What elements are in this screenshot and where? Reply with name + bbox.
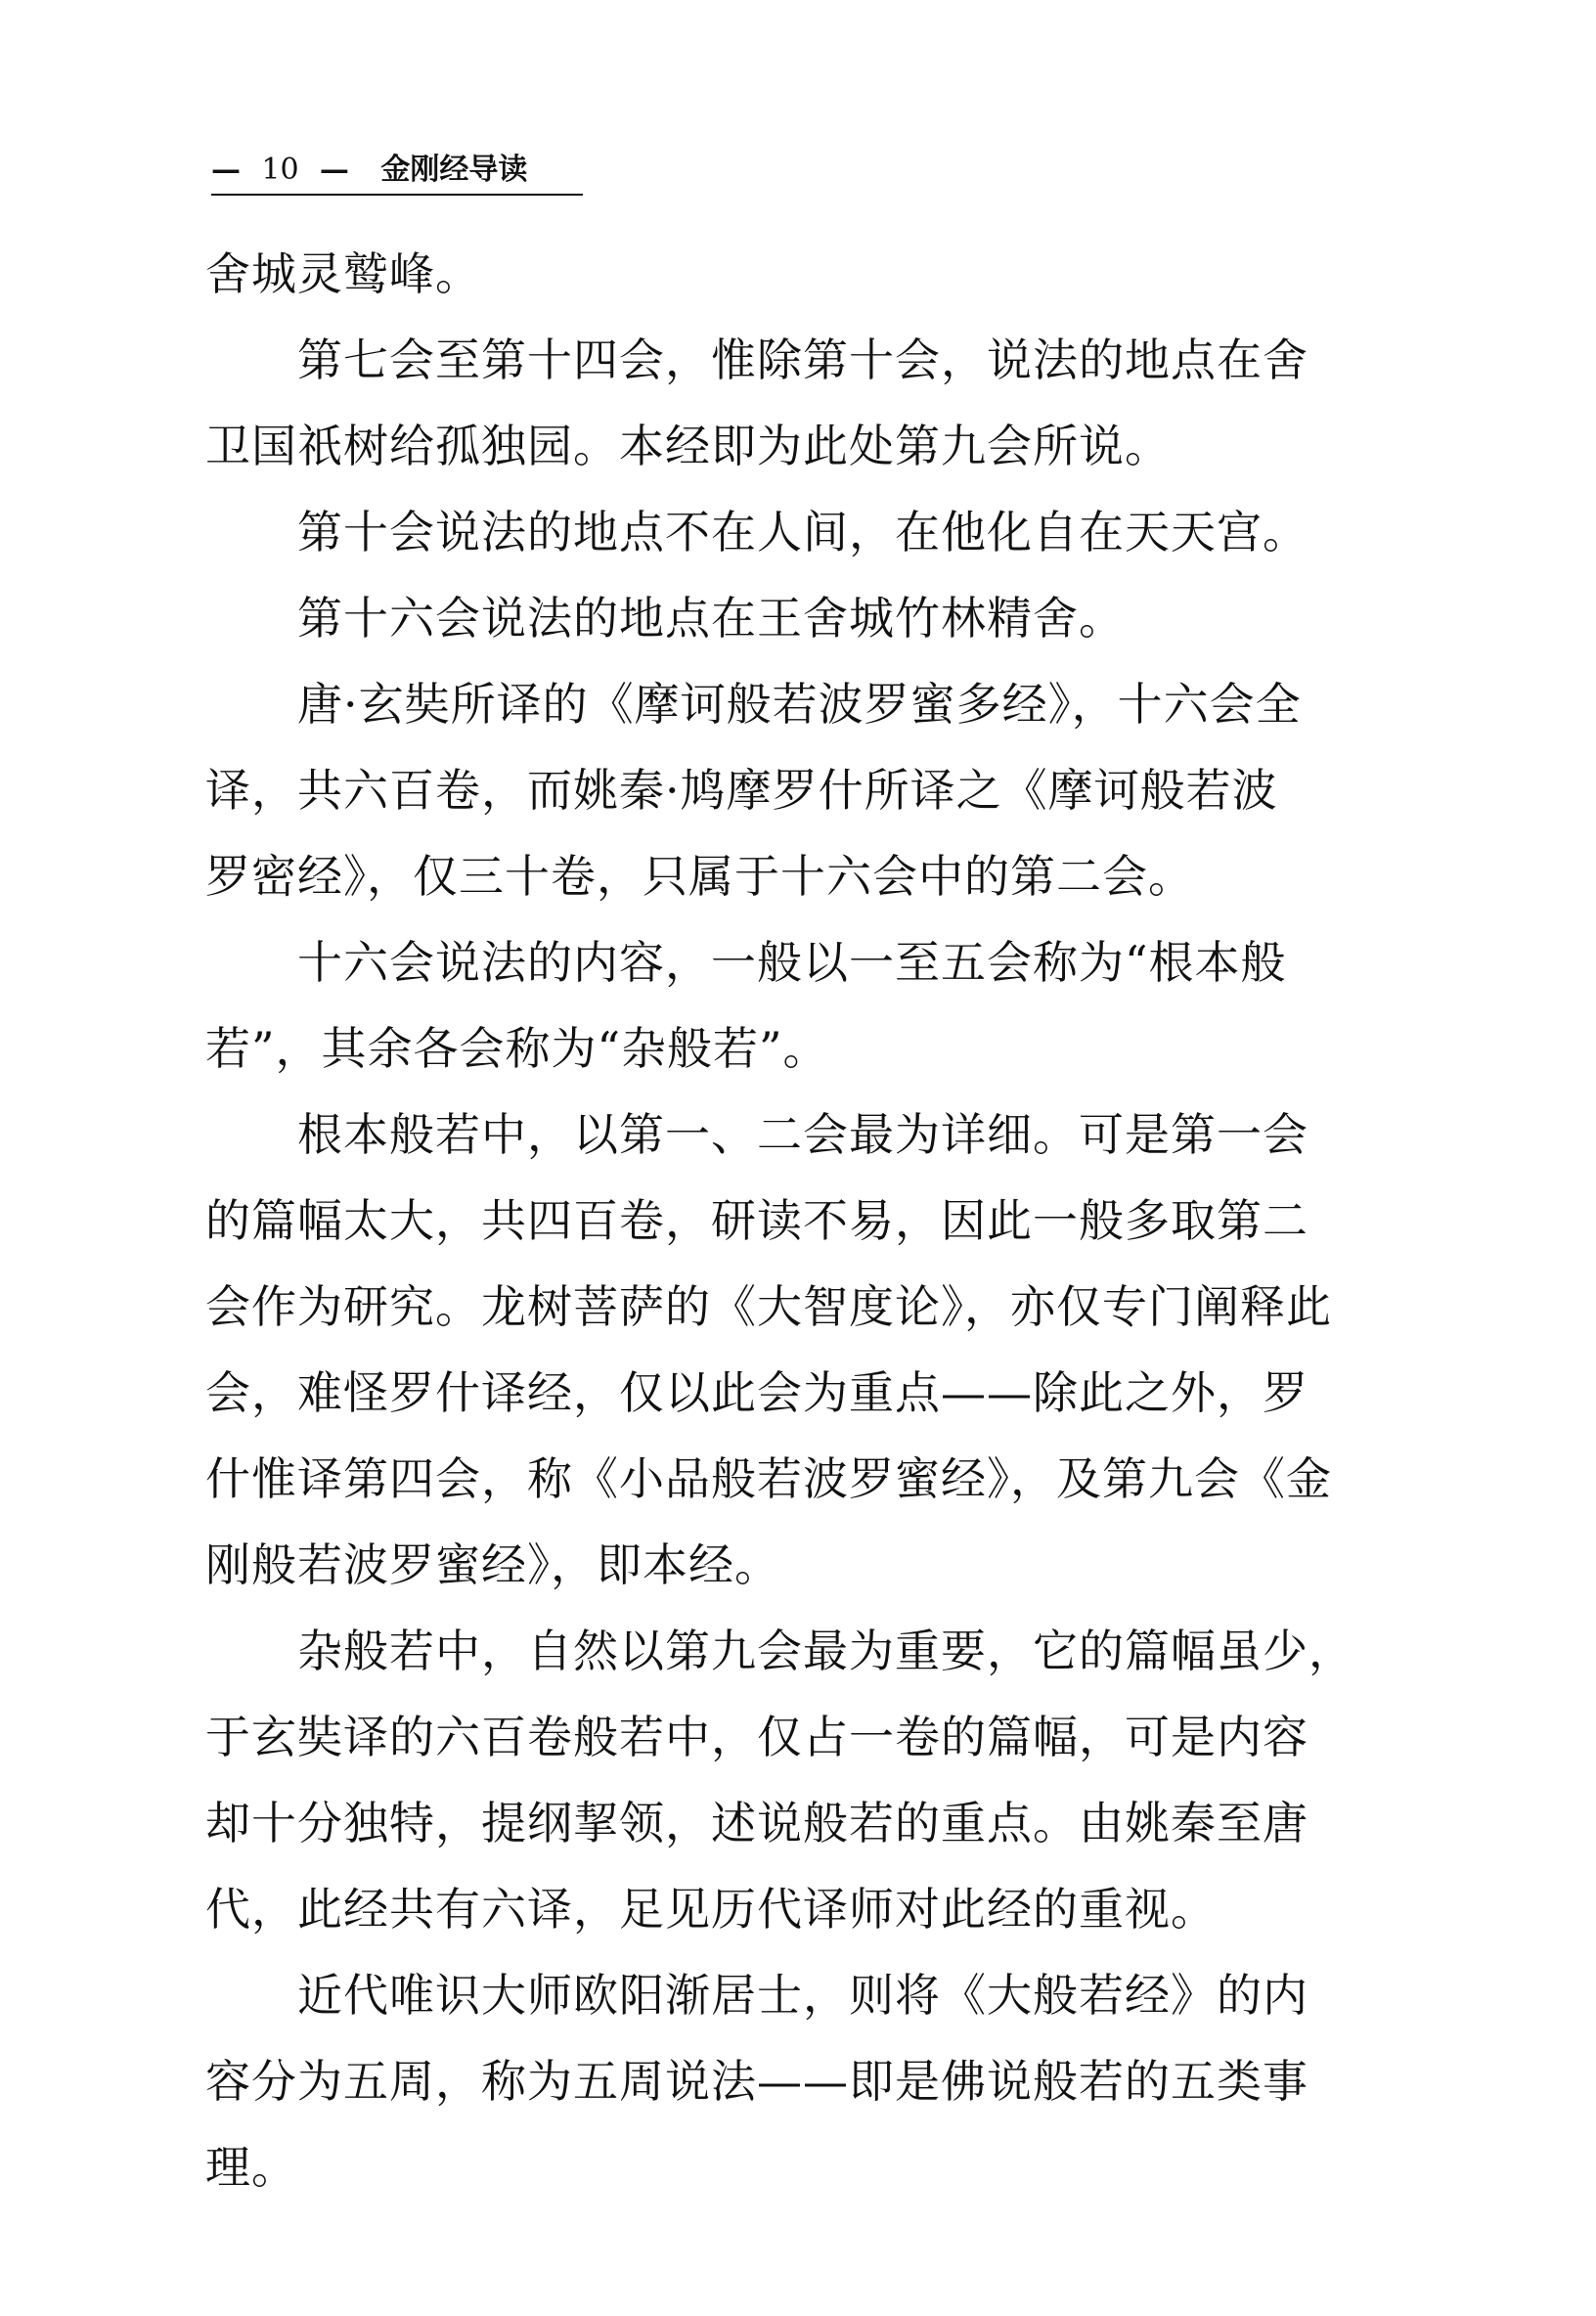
- text-line: 根本般若中，以第一、二会最为详细。可是第一会: [205, 1108, 1308, 1161]
- text-line: 唐·玄奘所译的《摩诃般若波罗蜜多经》，十六会全: [205, 678, 1302, 731]
- header-dash-right: —: [319, 153, 349, 187]
- text-line: 代，此经共有六译，足见历代译师对此经的重视。: [205, 1883, 1217, 1936]
- text-line: 第七会至第十四会，惟除第十会，说法的地点在舍: [205, 334, 1308, 386]
- text-line: 舍城灵鹫峰。: [205, 247, 481, 300]
- book-title: 金刚经导读: [380, 153, 528, 187]
- text-line: 什惟译第四会，称《小品般若波罗蜜经》，及第九会《金: [205, 1452, 1332, 1505]
- text-line: 杂般若中，自然以第九会最为重要，它的篇幅虽少，: [205, 1625, 1354, 1677]
- text-line: 却十分独特，提纲挈领，述说般若的重点。由姚秦至唐: [205, 1797, 1308, 1849]
- text-line: 刚般若波罗蜜经》，即本经。: [205, 1538, 780, 1591]
- text-line: 第十六会说法的地点在王舍城竹林精舍。: [205, 592, 1125, 645]
- text-line: 会作为研究。龙树菩萨的《大智度论》，亦仅专门阐释此: [205, 1280, 1332, 1333]
- text-line: 会，难怪罗什译经，仅以此会为重点——除此之外，罗: [205, 1366, 1308, 1419]
- text-line: 近代唯识大师欧阳渐居士，则将《大般若经》的内: [205, 1969, 1308, 2022]
- text-line: 的篇幅太大，共四百卷，研读不易，因此一般多取第二: [205, 1194, 1308, 1247]
- page-number: 10: [261, 153, 299, 187]
- text-line: 罗密经》，仅三十卷，只属于十六会中的第二会。: [205, 850, 1194, 903]
- text-line: 卫国祇树给孤独园。本经即为此处第九会所说。: [205, 420, 1171, 472]
- text-line: 容分为五周，称为五周说法——即是佛说般若的五类事: [205, 2055, 1308, 2108]
- text-line: 若”，其余各会称为“杂般若”。: [205, 1022, 829, 1075]
- text-line: 译，共六百卷，而姚秦·鸠摩罗什所译之《摩诃般若波: [205, 764, 1278, 817]
- header-dash-left: —: [211, 153, 241, 187]
- text-line: 于玄奘译的六百卷般若中，仅占一卷的篇幅，可是内容: [205, 1711, 1308, 1763]
- text-line: 第十会说法的地点不在人间，在他化自在天天宫。: [205, 506, 1308, 558]
- text-line: 十六会说法的内容，一般以一至五会称为“根本般: [205, 936, 1287, 989]
- running-header: [211, 147, 583, 196]
- text-line: 理。: [205, 2141, 297, 2194]
